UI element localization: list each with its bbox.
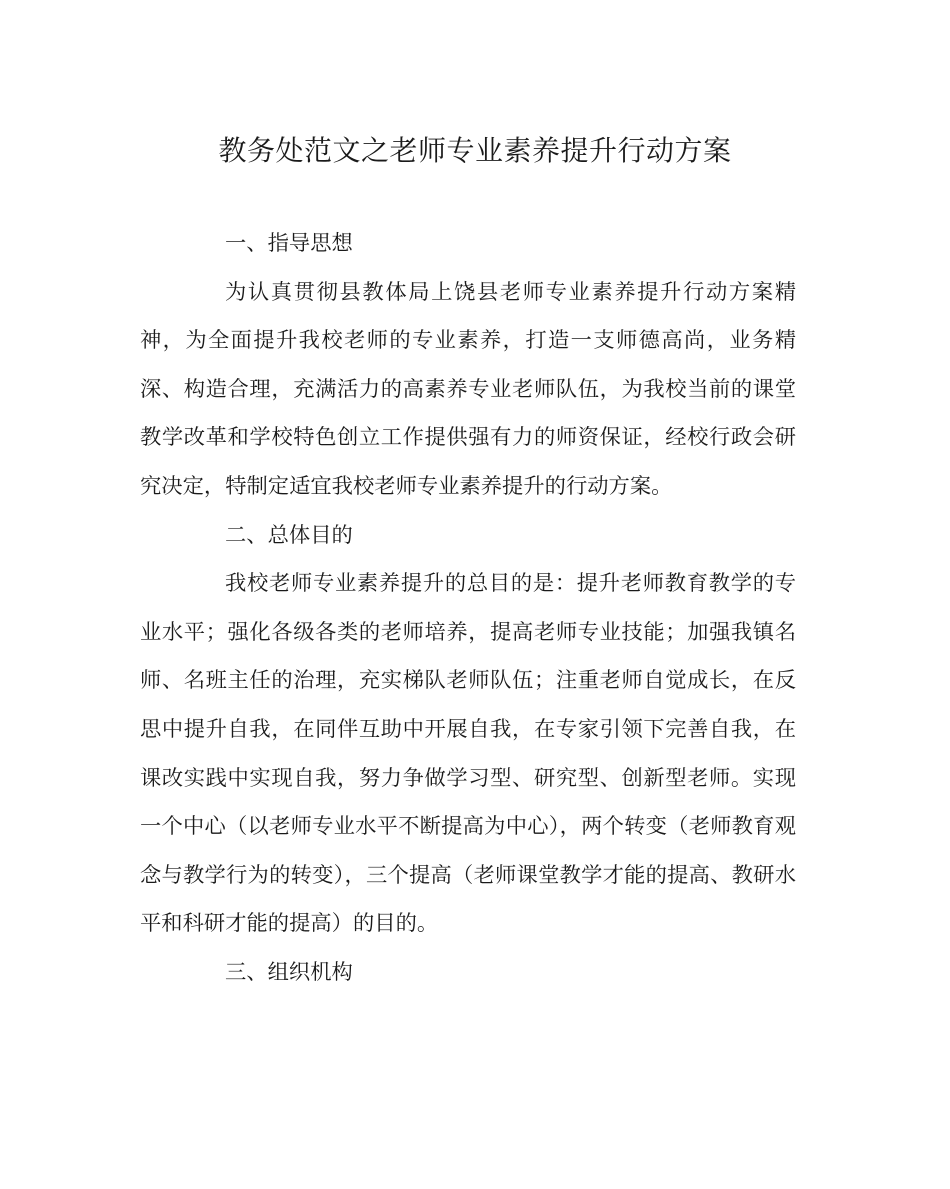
section-paragraph-overall-goal: 我校老师专业素养提升的总目的是：提升老师教育教学的专业水平；强化各级各类的老师培养，提高老师专业技能；加强我镇名师、名班主任的治理，充实梯队老师队伍；注重老师自觉成长，在反思中提升自我，在同伴互助中开展自我，在专家引领下完善自我，在课改实践中实现自我，努力争做学习型、研究型、创新型老师。实现一个中心（以老师专业水平不断提高为中心），两个转变（老师教育观念与教学行为的转变），三个提高（老师课堂教学才能的提高、教研水平和科研才能的提高）的目的。 (140, 571, 796, 937)
section-paragraph-guiding-ideology: 为认真贯彻县教体局上饶县老师专业素养提升行动方案精神，为全面提升我校老师的专业素养，打造一支师德高尚，业务精深、构造合理，充满活力的高素养专业老师队伍，为我校当前的课堂教学改革和学校特色创立工作提供强有力的师资保证，经校行政会研究决定，特制定适宜我校老师专业素养提升的行动方案。 (140, 279, 796, 499)
section-heading-guiding-ideology: 一、指导思想 (225, 231, 353, 256)
document-body (140, 220, 796, 998)
document-title: 教务处范文之老师专业素养提升行动方案 (218, 134, 732, 167)
section-heading-overall-goal: 二、总体目的 (225, 522, 353, 548)
section-heading-organization: 三、组织机构 (225, 959, 353, 985)
